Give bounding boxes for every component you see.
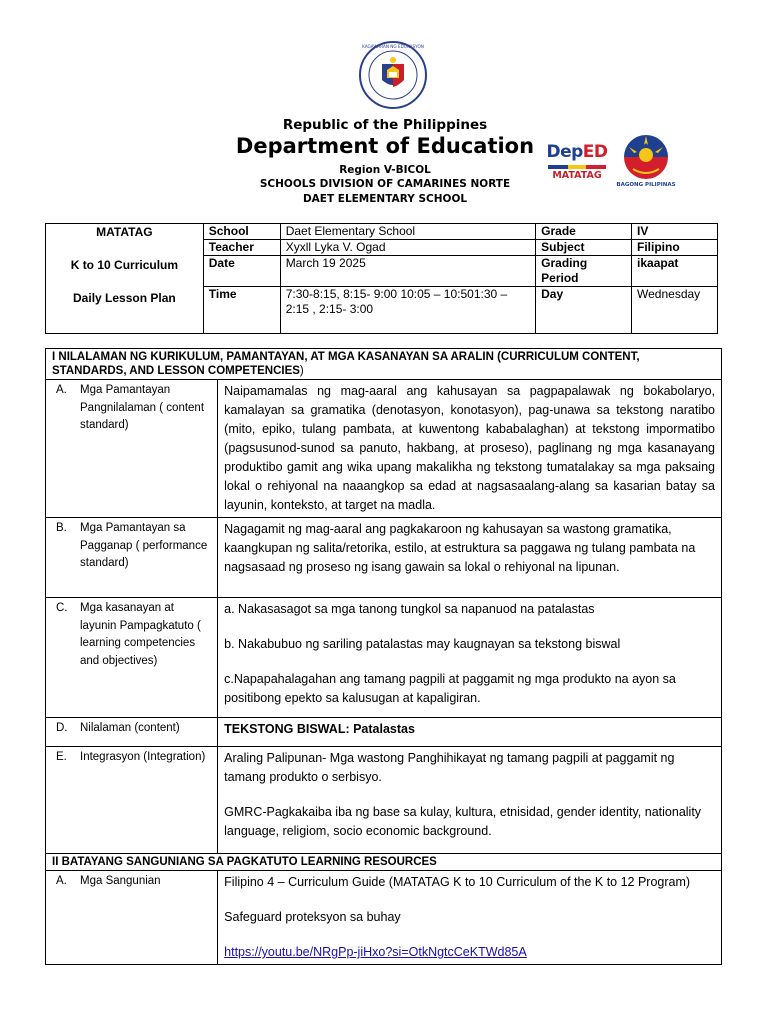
table-row — [46, 871, 722, 965]
bagong-pilipinas-emblem — [615, 133, 677, 181]
school-label: School — [203, 224, 280, 240]
table-row — [46, 380, 722, 518]
lesson-content-table — [45, 348, 722, 965]
school-value: Daet Elementary School — [280, 224, 535, 240]
grade-label: Grade — [536, 224, 632, 240]
table-row — [46, 598, 722, 718]
curriculum-label-cell — [46, 224, 204, 334]
subject-label: Subject — [536, 240, 632, 256]
logo-stripe — [548, 165, 606, 169]
integration-text — [218, 747, 722, 854]
grading-period-value: ikaapat — [632, 256, 718, 287]
deped-seal-logo — [358, 40, 428, 110]
day-value: Wednesday — [632, 287, 718, 334]
grade-value: IV — [632, 224, 718, 240]
division-heading: SCHOOLS DIVISION OF CAMARINES NORTE — [259, 178, 511, 190]
deped-matatag-logo: DepED MATATAG — [546, 142, 608, 181]
resources-text — [218, 871, 722, 965]
content-label: D. Nilalaman (content) — [46, 718, 218, 747]
curriculum-line-3: Daily Lesson Plan — [73, 291, 176, 305]
integration-ap: Araling Palipunan- Mga wastong Panghihikayat ng tamang pagpili at paggamit ng tamang produkto o serbisyo. — [224, 751, 675, 784]
integration-label: E. Integrasyon (Integration) — [46, 747, 218, 854]
performance-standard-text: Nagagamit ng mag-aaral ang pagkakaroon ng kahusayan sa wastong gramatika, kaangkupan ng salita/retorika, estilo, at estruktura sa paggawa ng tulang pambata na nagsasaad ng proseso ng isang gawain sa lokal o rehiyonal na lipunan. — [218, 518, 722, 598]
content-standard-text: Naipamamalas ng mag-aaral ang kahusayan sa pagpapalawak ng bokabolaryo, kamalayan sa gramatika (denotasyon, konotasyon), pag-unawa sa tekstong naratibo (mito, epiko, tulang pambata, at kuwentong kababalaghan) at tekstong impormatibo (pagsusunod-sunod sa panuto, hakbang, at proseso), paglinang ng mga kasanayang produktibo gamit ang wika upang makalikha ng tekstong tumatalakay sa mga paksaing lokal o rehiyonal na naaangkop sa edad at nagsasaalang-alang sa kasarian batay sa layunin, konteksto, at target na madla. — [218, 380, 722, 518]
content-text: TEKSTONG BISWAL: Patalastas — [218, 718, 722, 747]
seal-text: KAGAWARAN NG EDUKASYON — [362, 44, 424, 49]
resources-label: A. Mga Sangunian — [46, 871, 218, 965]
performance-standard-label: B. Mga Pamantayan sa Pagganap ( performance standard) — [46, 518, 218, 598]
time-value: 7:30-8:15, 8:15- 9:00 10:05 – 10:501:30 – 2:15 , 2:15- 3:00 — [280, 287, 535, 334]
republic-heading: Republic of the Philippines — [282, 117, 488, 133]
integration-gmrc: GMRC-Pagkakaiba iba ng base sa kulay, kultura, etnisidad, gender identity, nationality language, religiom, socio economic background. — [224, 805, 702, 838]
competencies-label: C. Mga kasanayan at layunin Pampagkatuto ( learning competencies and objectives) — [46, 598, 218, 718]
table-row — [46, 747, 722, 854]
teacher-label: Teacher — [203, 240, 280, 256]
bagong-pilipinas-logo: BAGONG PILIPINAS — [615, 133, 677, 191]
time-label: Time — [203, 287, 280, 334]
lesson-info-table — [45, 223, 718, 334]
objective-b: b. Nakabubuo ng sariling patalastas may kaugnayan sa tekstong biswal — [224, 637, 621, 651]
date-value: March 19 2025 — [280, 256, 535, 287]
objective-c: c.Napapahalagahan ang tamang pagpili at paggamit ng mga produkto na ayon sa positibong epekto sa kalusugan at kapaligiran. — [224, 672, 676, 705]
section-2-heading: II BATAYANG SANGUNIANG SA PAGKATUTO LEARNING RESOURCES — [46, 854, 722, 871]
resource-safeguard: Safeguard proteksyon sa buhay — [224, 910, 401, 924]
section-1-heading: I NILALAMAN NG KURIKULUM, PAMANTAYAN, AT MGA KASANAYAN SA ARALIN (CURRICULUM CONTENT, STANDARDS, AND LESSON COMPETENCIES) — [46, 349, 722, 380]
objective-a: a. Nakasasagot sa mga tanong tungkol sa napanuod na patalastas — [224, 602, 595, 616]
content-standard-label: A. Mga Pamantayan Pangnilalaman ( content standard) — [46, 380, 218, 518]
curriculum-line-2: K to 10 Curriculum — [70, 258, 179, 272]
department-heading: Department of Education — [235, 134, 535, 158]
region-heading: Region V-BICOL — [339, 164, 431, 176]
date-label: Date — [203, 256, 280, 287]
resource-curriculum-guide: Filipino 4 – Curriculum Guide (MATATAG K to 10 Curriculum of the K to 12 Program) — [224, 875, 691, 889]
resource-video-link[interactable]: https://youtu.be/NRgPp-jiHxo?si=OtkNgtcCeKTWd85A — [224, 945, 527, 959]
curriculum-line-1: MATATAG — [96, 225, 153, 239]
table-row — [46, 718, 722, 747]
day-label: Day — [536, 287, 632, 334]
subject-value: Filipino — [632, 240, 718, 256]
teacher-value: Xyxll Lyka V. Ogad — [280, 240, 535, 256]
grading-period-label: Grading Period — [536, 256, 632, 287]
table-row — [46, 518, 722, 598]
competencies-text — [218, 598, 722, 718]
school-heading: DAET ELEMENTARY SCHOOL — [302, 193, 468, 205]
